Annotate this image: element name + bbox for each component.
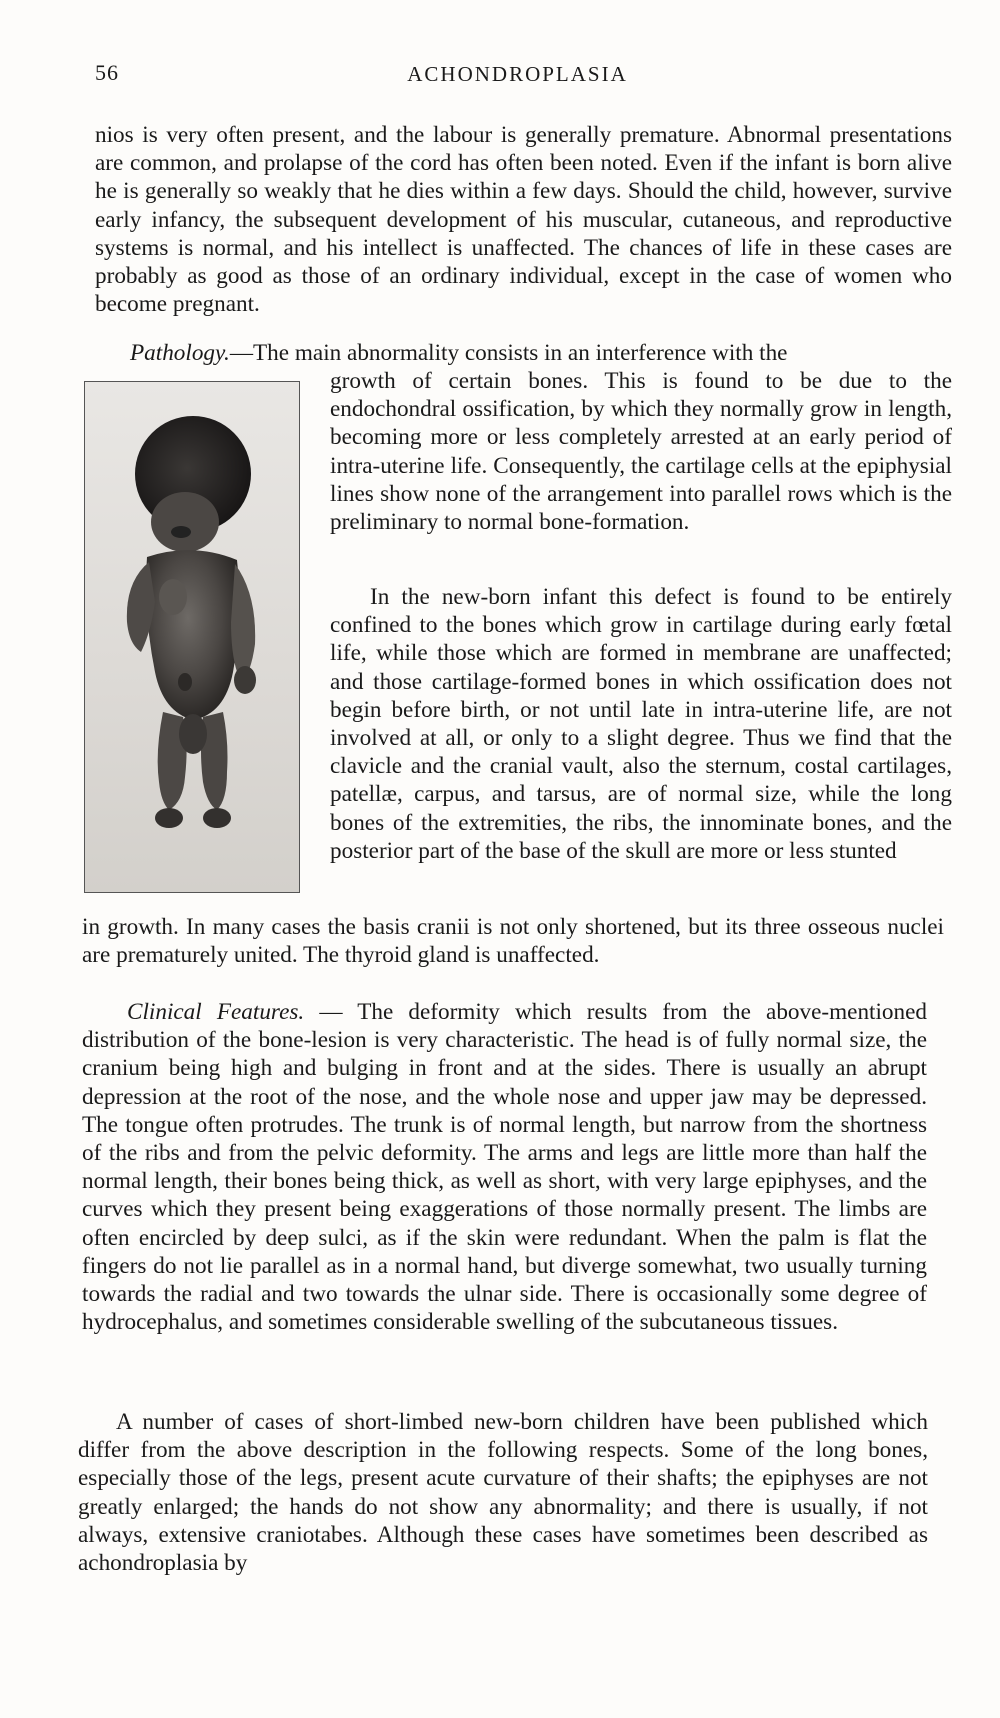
newborn-paragraph: In the new-born infant this defect is found to be entirely confined to the bones which grow in cartilage during early fœtal life, while those which are formed in membrane are unaffected; and those cartilage-formed bones in which ossification does not begin before birth, or not until late in intra-uterine life, are not involved at all, or only to a slight degree. Thus we find that the clavicle and the cranial vault, also the sternum, costal cartilages, patellæ, carpus, and tarsus, are of normal size, while the long bones of the extremities, the ribs, the innominate bones, and the posterior part of the base of the skull are more or less stunted xyxy=(330,584,952,864)
pathology-heading: Pathology. xyxy=(130,340,230,366)
clinical-features-paragraph xyxy=(82,998,927,1336)
short-limbed-paragraph: A number of cases of short-limbed new-born children have been published which differ from the above description in the following respects. Some of the long bones, especially those of the legs, present acute curvature of their shafts; the epiphyses are not greatly enlarged; the hands do not show any abnormality; and there is usually, if not always, extensive craniotabes. Although these cases have sometimes been described as achondroplasia by xyxy=(78,1409,928,1577)
infant-photograph xyxy=(84,381,300,893)
running-title: ACHONDROPLASIA xyxy=(407,62,628,86)
clinical-features-heading: Clinical Features. xyxy=(127,999,305,1025)
pathology-lead-line xyxy=(130,339,952,367)
page-header xyxy=(95,60,940,94)
infant-photograph-icon xyxy=(85,382,299,892)
page-number: 56 xyxy=(95,60,119,85)
opening-paragraph: nios is very often present, and the labour is generally premature. Abnormal presentations are common, and prolapse of the cord has often been noted. Even if the infant is born alive he is generally so weakly that he dies within a few days. Should the child, however, survive early infancy, the subsequent development of his muscular, cutaneous, and reproductive systems is normal, and his intellect is unaffected. The chances of life in these cases are probably as good as those of an ordinary individual, except in the case of women who become pregnant. xyxy=(95,122,952,318)
pathology-lead-text: —The main abnormality consists in an interference with the xyxy=(229,340,788,366)
clinical-features-text: — The deformity which results from the above-mentioned distribution of the bone-lesion is very characteristic. The head is of fully normal size, the cranium being high and bulging in front and at the sides. There is usually an abrupt depression at the root of the nose, and the whole nose and upper jaw may be depressed. The tongue often protrudes. The trunk is of normal length, but narrow from the shortness of the ribs and from the pelvic deformity. The arms and legs are little more than half the normal length, their bones being thick, as well as short, with very large epiphyses, and the curves which they present being exaggerations of those normally present. The limbs are often encircled by deep sulci, as if the skin were redundant. When the palm is flat the fingers do not lie parallel as in a normal hand, but diverge somewhat, two usually turning towards the radial and two towards the ulnar side. There is occasionally some degree of hydrocephalus, and sometimes considerable swelling of the subcutaneous tissues. xyxy=(82,999,928,1336)
growth-paragraph: in growth. In many cases the basis cranii is not only shortened, but its three osseous nuclei are prematurely united. The thyroid gland is unaffected. xyxy=(82,914,944,969)
pathology-paragraph: growth of certain bones. This is found to be due to the endochondral ossification, by which they normally grow in length, becoming more or less completely arrested at an early period of intra-uterine life. Consequently, the cartilage cells at the epiphysial lines show none of the arrangement into parallel rows which is the preliminary to normal bone-formation. xyxy=(330,368,952,536)
